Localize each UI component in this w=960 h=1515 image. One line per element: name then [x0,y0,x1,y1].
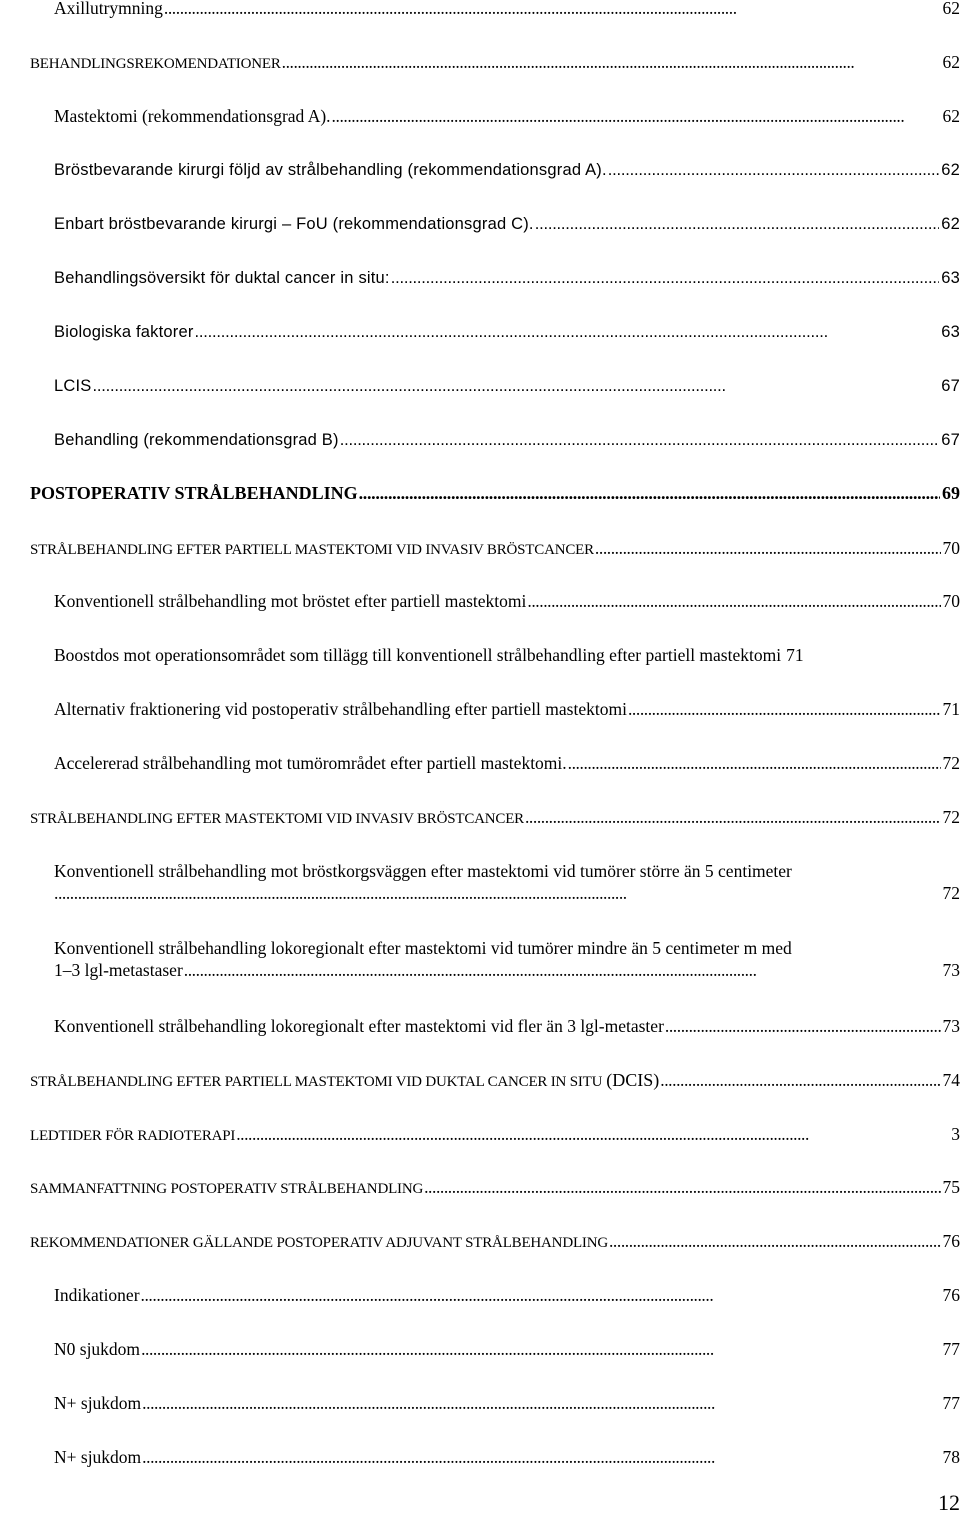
toc-entry-konventionell-brostkorgsvaggen[interactable] [54,860,960,904]
toc-entry-title: Enbart bröstbevarande kirurgi – FoU (rekommendationsgrad C). [54,215,534,233]
toc-entry-konventionell-brostet[interactable] [54,590,960,612]
toc-entry-title: LEDTIDER FÖR RADIOTERAPI [30,1128,236,1144]
toc-entry-page: 62 [941,161,960,179]
toc-entry-accelererad[interactable] [54,752,960,774]
toc-entry-page: 73 [942,960,960,980]
toc-entry-page: 72 [942,753,960,773]
dot-leader [608,159,939,181]
toc-entry-title: REKOMMENDATIONER GÄLLANDE POSTOPERATIV ADJUVANT STRÅLBEHANDLING [30,1235,608,1251]
toc-entry-page: 77 [942,1339,960,1359]
toc-entry-behandling[interactable] [54,429,960,451]
dot-leader [141,1338,940,1360]
dot-leader [359,482,940,504]
toc-entry-page: 62 [941,215,960,233]
toc-entry-page: 72 [942,807,960,827]
toc-entry-page: 63 [941,269,960,287]
toc-entry-indikationer[interactable] [54,1284,960,1306]
toc-entry-n-plus-sjukdom-2[interactable] [54,1446,960,1468]
toc-entry-title: STRÅLBEHANDLING EFTER PARTIELL MASTEKTOMI VID DUKTAL CANCER IN SITU [30,1074,603,1090]
toc-entry-title: Accelererad strålbehandling mot tumörområdet efter partiell mastektomi. [54,753,567,773]
dot-leader [535,213,940,235]
toc-entry-biologiska-faktorer[interactable] [54,321,960,343]
toc-entry-page: 70 [942,538,960,558]
toc-entry-page: 71 [786,645,804,665]
toc-entry-n-plus-sjukdom-1[interactable] [54,1392,960,1414]
toc-entry-rekommendationer[interactable] [30,1230,960,1254]
toc-entry-title: Boostdos mot operationsområdet som tillägg till konventionell strålbehandling efter partiell mastektomi [54,645,782,665]
toc-entry-title: LCIS [54,377,92,395]
toc-entry-title: Alternativ fraktionering vid postoperativ strålbehandling efter partiell mastektomi [54,699,627,719]
toc-entry-ledtider[interactable] [30,1123,960,1147]
toc-entry-title: Biologiska faktorer [54,323,194,341]
dot-leader [195,321,940,343]
toc-entry-title-line2: 1–3 lgl-metastaser [54,960,183,980]
toc-entry-title: Mastektomi (rekommendationsgrad A). [54,106,331,126]
toc-entry-page: 78 [942,1447,960,1467]
toc-entry-page: 74 [942,1070,960,1090]
toc-entry-page: 63 [941,323,960,341]
dot-leader [525,806,941,828]
dot-leader [142,1392,940,1414]
toc-entry-title: STRÅLBEHANDLING EFTER PARTIELL MASTEKTOMI VID INVASIV BRÖSTCANCER [30,542,594,558]
toc-entry-page: 75 [942,1177,960,1197]
toc-entry-title: Behandling (rekommendationsgrad B) [54,431,339,449]
toc-entry-page: 62 [942,0,960,18]
toc-entry-title: POSTOPERATIV STRÅLBEHANDLING [30,483,358,503]
dot-leader [527,590,940,612]
toc-entry-title: Indikationer [54,1285,140,1305]
dot-leader [141,1284,941,1306]
toc-entry-boostdos[interactable] [54,644,960,666]
toc-entry-title: Axillutrymning [54,0,163,18]
dot-leader [54,882,941,904]
toc-entry-title: Behandlingsöversikt för duktal cancer in situ: [54,269,390,287]
toc-entry-page: 72 [942,883,960,903]
toc-entry-title: SAMMANFATTNING POSTOPERATIV STRÅLBEHANDLING [30,1181,424,1197]
toc-entry-page: 76 [942,1231,960,1251]
toc-entry-axillutrymning[interactable] [54,0,960,19]
toc-entry-title-suffix: (DCIS) [606,1070,660,1090]
dot-leader [164,0,941,19]
toc-entry-title: Bröstbevarande kirurgi följd av strålbehandling (rekommendationsgrad A). [54,161,607,179]
toc-entry-alternativ-fraktionering[interactable] [54,698,960,720]
toc-entry-page: 62 [942,52,960,72]
dot-leader [142,1446,940,1468]
toc-entry-n0-sjukdom[interactable] [54,1338,960,1360]
dot-leader [609,1230,941,1252]
dot-leader [595,537,941,559]
dot-leader [665,1015,941,1037]
toc-entry-enbart-brostbevarande[interactable] [54,213,960,235]
toc-entry-page: 73 [942,1016,960,1036]
toc-entry-konventionell-lokoregionalt-fler[interactable] [54,1015,960,1037]
dot-leader [184,959,941,981]
toc-entry-postoperativ-stralbehandling[interactable] [30,482,960,504]
toc-entry-sammanfattning[interactable] [30,1176,960,1200]
toc-entry-page: 67 [941,431,960,449]
toc-entry-page: 3 [951,1124,960,1144]
toc-entry-page: 77 [942,1393,960,1413]
toc-entry-mastektomi[interactable] [54,105,960,127]
toc-entry-title-line1: Konventionell strålbehandling lokoregionalt efter mastektomi vid tumörer mindre än 5 centimeter m med [54,938,792,958]
dot-leader [424,1176,940,1198]
dot-leader [568,752,941,774]
dot-leader [92,375,939,397]
toc-entry-brostbevarande-kirurgi[interactable] [54,159,960,181]
toc-entry-stralbehandling-dcis[interactable] [30,1069,960,1093]
dot-leader [628,698,941,720]
toc-entry-stralbehandling-partiell-invasiv[interactable] [30,537,960,561]
toc-entry-title: N0 sjukdom [54,1339,141,1359]
toc-entry-page: 76 [942,1285,960,1305]
toc-entry-title: N+ sjukdom [54,1393,142,1413]
toc-entry-title: Konventionell strålbehandling mot bröstet efter partiell mastektomi [54,591,527,611]
toc-entry-page: 67 [941,377,960,395]
toc-entry-page: 70 [942,591,960,611]
page-number: 12 [938,1490,960,1515]
dot-leader [282,51,941,73]
dot-leader [340,429,940,451]
toc-entry-title: Konventionell strålbehandling lokoregionalt efter mastektomi vid fler än 3 lgl-metaster [54,1016,664,1036]
toc-entry-stralbehandling-mastektomi-invasiv[interactable] [30,806,960,830]
toc-entry-lcis[interactable] [54,375,960,397]
dot-leader [391,267,940,289]
toc-entry-title: Konventionell strålbehandling mot bröstkorgsväggen efter mastektomi vid tumörer större än 5 centimeter [54,861,792,881]
toc-entry-title: BEHANDLINGSREKOMENDATIONER [30,56,281,72]
toc-entry-title: N+ sjukdom [54,1447,142,1467]
dot-leader [660,1069,940,1091]
toc-entry-page: 71 [942,699,960,719]
toc-entry-konventionell-lokoregionalt-mindre[interactable] [54,937,960,981]
toc-entry-title: STRÅLBEHANDLING EFTER MASTEKTOMI VID INVASIV BRÖSTCANCER [30,811,524,827]
dot-leader [236,1123,949,1145]
toc-entry-page: 62 [942,106,960,126]
toc-entry-page: 69 [942,483,960,503]
dot-leader [332,105,941,127]
toc-entry-behandlingsoversikt[interactable] [54,267,960,289]
toc-entry-behandlingsrekomendationer[interactable] [30,51,960,75]
